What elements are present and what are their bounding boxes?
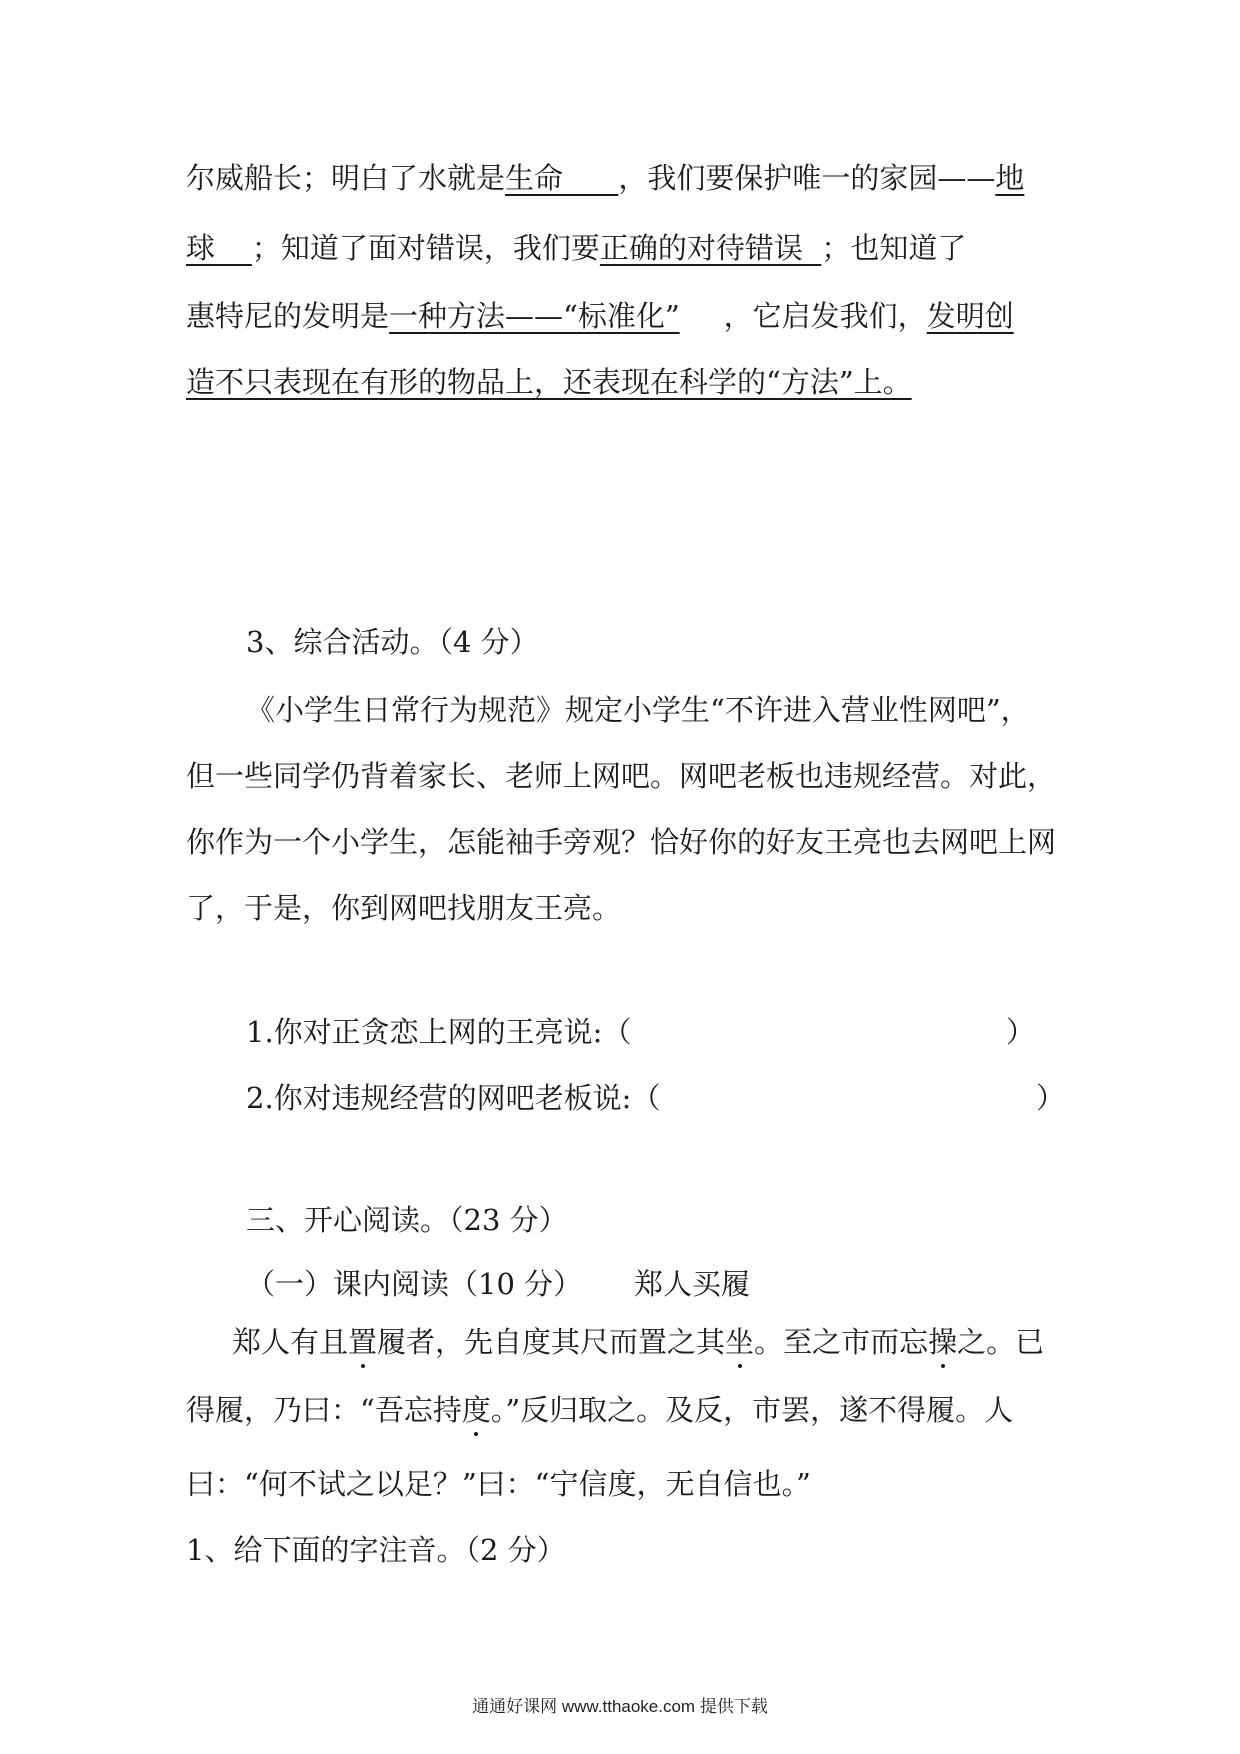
passage-text: 郑人有且	[232, 1325, 349, 1359]
passage-text: 。”反归取之。及反，市罢，遂不得履。人	[490, 1393, 1014, 1427]
footer-source: 通通好课网 www.tthaoke.com 提供下载	[472, 1697, 768, 1716]
passage-text: 履者，先自度其尺而置之其	[377, 1325, 726, 1359]
answer-text: 惠特尼的发明是	[186, 299, 390, 333]
answer-line-2	[186, 228, 966, 268]
dotted-character: 度	[462, 1390, 491, 1430]
answer-text: ；知道了面对错误，我们要	[251, 231, 600, 265]
activity-paragraph-line: 你作为一个小学生，怎能袖手旁观？恰好你的好友王亮也去网吧上网	[186, 825, 1057, 859]
dotted-character: 操	[928, 1322, 957, 1362]
answer-text: ；也知道了	[821, 231, 967, 265]
reading-subtitle: （一）课内阅读（10 分）	[246, 1267, 583, 1301]
question-1: 1.你对正贪恋上网的王亮说:（	[246, 1015, 632, 1049]
answer-text: ，它启发我们，	[723, 299, 927, 333]
question-1-close: ）	[1006, 1015, 1036, 1049]
activity-paragraph-line: 了，于是，你到网吧找朋友王亮。	[186, 891, 622, 925]
answer-line-1	[186, 158, 1024, 198]
reading-title: 三、开心阅读。（23 分）	[246, 1203, 568, 1237]
passage-line-2	[186, 1390, 1013, 1430]
question-2: 2.你对违规经营的网吧老板说:（	[246, 1081, 661, 1115]
activity-paragraph-line: 《小学生日常行为规范》规定小学生“不许进入营业性网吧”，	[246, 693, 1030, 727]
passage-line-3: 曰：“何不试之以足？”曰：“宁信度，无自信也。”	[186, 1467, 811, 1501]
activity-title: 3、综合活动。（4 分）	[246, 625, 539, 659]
passage-title: 郑人买履	[634, 1267, 751, 1301]
answer-text: 尔威船长；明白了水就是	[186, 161, 506, 195]
answer-underlined: 生命	[505, 161, 619, 195]
passage-text: 之。已	[957, 1325, 1045, 1359]
passage-text: 。至之市而忘	[754, 1325, 929, 1359]
dotted-character: 置	[348, 1322, 377, 1362]
answer-line-3	[186, 296, 1014, 336]
answer-text: ，我们要保护唯一的家园——	[618, 161, 996, 195]
reading-question-1: 1、给下面的字注音。（2 分）	[186, 1533, 566, 1567]
answer-underlined: 球	[186, 231, 252, 265]
passage-line-1	[232, 1322, 1044, 1362]
answer-underlined: 发明创	[926, 299, 1014, 333]
activity-paragraph-line: 但一些同学仍背着家长、老师上网吧。网吧老板也违规经营。对此，	[186, 759, 1057, 793]
passage-text: 得履，乃曰：“吾忘持	[186, 1393, 462, 1427]
question-2-close: ）	[1036, 1081, 1066, 1115]
answer-underlined: 造不只表现在有形的物品上，还表现在科学的“方法”上。	[186, 365, 912, 399]
dotted-character: 坐	[725, 1322, 754, 1362]
answer-underlined: 正确的对待错误	[599, 231, 822, 265]
answer-line-4	[186, 362, 912, 402]
answer-underlined: 一种方法——“标准化”	[389, 299, 680, 333]
answer-underlined: 地	[995, 161, 1025, 195]
